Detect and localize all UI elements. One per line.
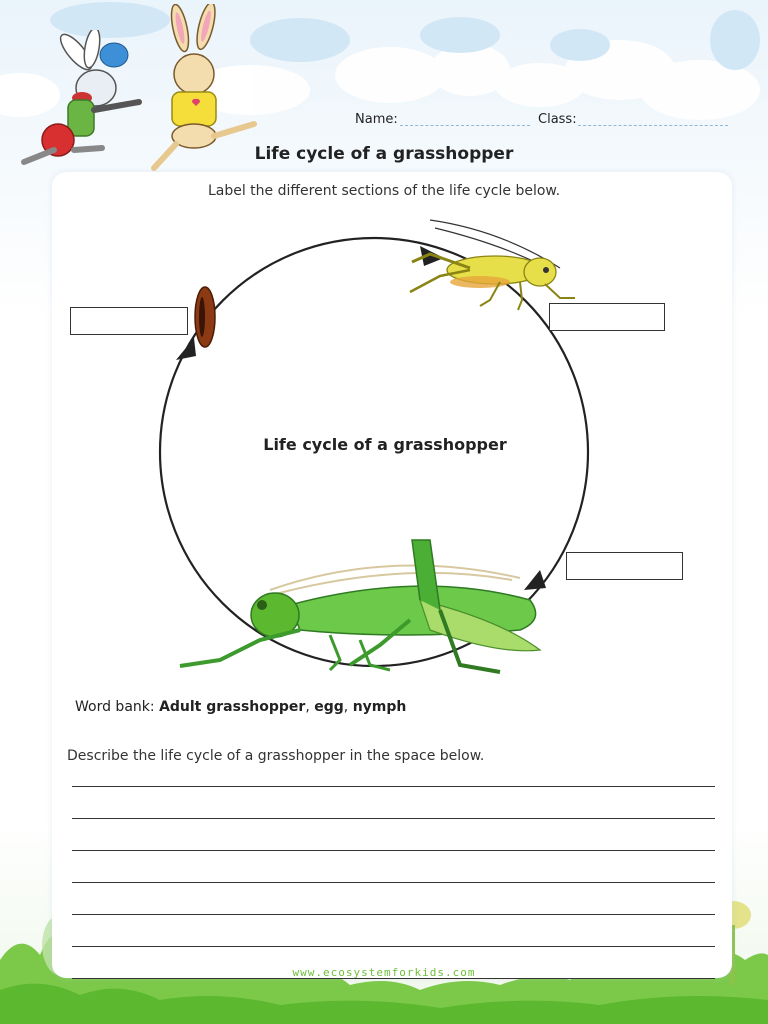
class-field[interactable] <box>578 125 728 126</box>
word-bank-label: Word bank: <box>75 699 160 715</box>
name-label: Name: <box>355 112 398 127</box>
page-title: Life cycle of a grasshopper <box>254 144 514 164</box>
word-bank-word: nymph <box>352 699 407 715</box>
describe-prompt: Describe the life cycle of a grasshopper in the space below. <box>67 748 485 764</box>
label-box-adult[interactable] <box>566 552 683 580</box>
word-bank: Word bank: Adult grasshopper, egg, nymph <box>75 699 407 715</box>
writing-line[interactable] <box>72 946 715 947</box>
writing-line[interactable] <box>72 818 715 819</box>
writing-line[interactable] <box>72 914 715 915</box>
label-box-egg[interactable] <box>70 307 188 335</box>
writing-line[interactable] <box>72 882 715 883</box>
writing-line[interactable] <box>72 850 715 851</box>
writing-line[interactable] <box>72 786 715 787</box>
footer-url: www.ecosystemforkids.com <box>292 966 476 979</box>
word-bank-word: egg <box>314 699 344 715</box>
name-field[interactable] <box>400 125 530 126</box>
diagram-title: Life cycle of a grasshopper <box>263 435 507 454</box>
instruction-text: Label the different sections of the life cycle below. <box>207 183 561 199</box>
class-label: Class: <box>538 112 577 127</box>
label-box-nymph[interactable] <box>549 303 665 331</box>
word-bank-word: Adult grasshopper <box>159 699 306 715</box>
